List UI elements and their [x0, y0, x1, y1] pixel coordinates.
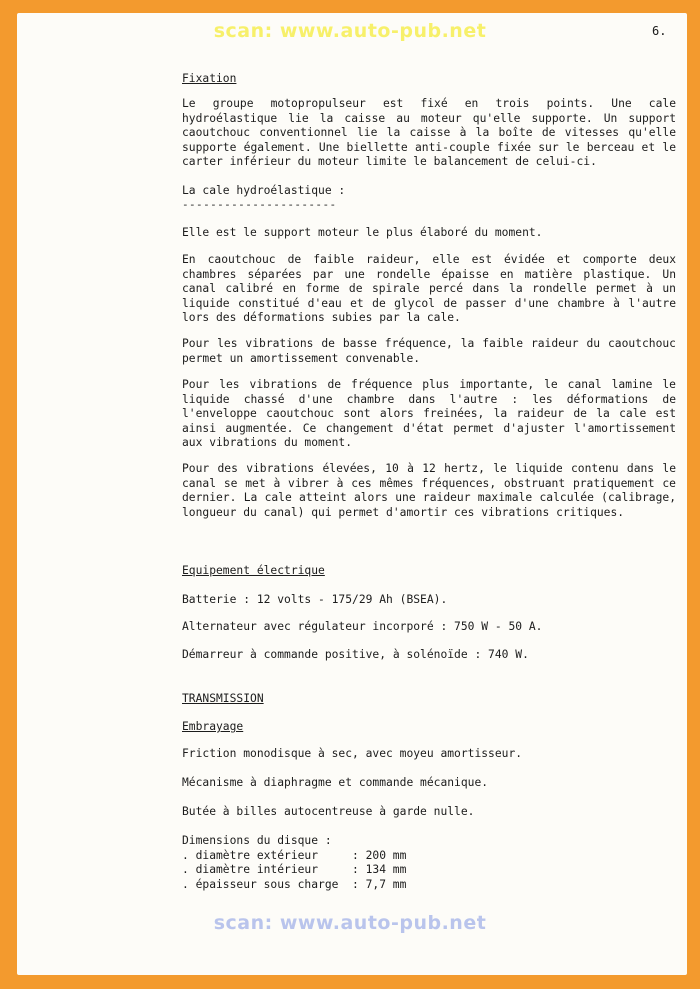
- dims-label: . épaisseur sous charge: [182, 877, 339, 891]
- cale-paragraph-5: Pour des vibrations élevées, 10 à 12 hertz, le liquide contenu dans le canal se met à vibrer à ces mêmes fréquences, obstruant pratiquement ce dernier. La cale atteint alors une raideur maximale calculée (calibrage, longueur du canal) qui permet d'amortir ces vibrations critiques.: [182, 462, 676, 519]
- cale-paragraph-4: Pour les vibrations de fréquence plus importante, le canal lamine le liquide chassé d'une chambre dans l'autre : les déformations de l'enveloppe caoutchouc sont alors freinées, la raideur de la cale est ainsi augmentée. Ce changement d'état permet d'ajuster l'amortissement aux vibrations du moment.: [182, 378, 676, 450]
- dims-value: : 7,7 mm: [352, 877, 407, 891]
- demarreur-line: Démarreur à commande positive, à solénoïde : 740 W.: [182, 648, 529, 661]
- cale-heading-rule: ----------------------: [182, 198, 337, 211]
- dims-label: . diamètre intérieur: [182, 863, 319, 877]
- fixation-paragraph: Le groupe motopropulseur est fixé en trois points. Une cale hydroélastique lie la caisse au moteur qu'elle supporte. Un support caoutchouc conventionnel lie la caisse à la boîte de vitesses qu'elle supporte également. Une biellette anti-couple fixée sur le berceau et le carter inférieur du moteur limite le balancement de celui-ci.: [182, 97, 676, 169]
- dims-label: . diamètre extérieur: [182, 848, 319, 862]
- dims-row: [182, 849, 406, 864]
- dims-row: [182, 878, 406, 893]
- watermark-top: scan: www.auto-pub.net: [213, 20, 487, 42]
- disc-dimensions: [182, 834, 406, 892]
- watermark-bottom: scan: www.auto-pub.net: [213, 912, 487, 934]
- cale-heading: La cale hydroélastique :: [182, 184, 346, 197]
- dims-row: [182, 863, 406, 878]
- mecanisme-line: Mécanisme à diaphragme et commande mécanique.: [182, 776, 489, 789]
- fixation-heading: Fixation: [182, 72, 237, 85]
- embrayage-heading: Embrayage: [182, 720, 244, 733]
- dims-value: : 200 mm: [352, 848, 407, 862]
- dims-title: Dimensions du disque :: [182, 834, 332, 847]
- batterie-line: Batterie : 12 volts - 175/29 Ah (BSEA).: [182, 593, 448, 606]
- friction-line: Friction monodisque à sec, avec moyeu amortisseur.: [182, 747, 523, 760]
- alternateur-line: Alternateur avec régulateur incorporé : 750 W - 50 A.: [182, 620, 543, 633]
- dims-value: : 134 mm: [352, 863, 407, 877]
- cale-paragraph-1: Elle est le support moteur le plus élaboré du moment.: [182, 226, 543, 239]
- page-number: 6.: [652, 24, 667, 38]
- transmission-heading: TRANSMISSION: [182, 692, 264, 705]
- cale-paragraph-2: En caoutchouc de faible raideur, elle est évidée et comporte deux chambres séparées par une rondelle épaisse en matière plastique. Un canal calibré en forme de spirale percé dans la rondelle permet à un liquide constitué d'eau et de glycol de passer d'une chambre à l'autre lors des déformations subies par la cale.: [182, 253, 676, 325]
- butee-line: Butée à billes autocentreuse à garde nulle.: [182, 805, 475, 818]
- electrique-heading: Equipement électrique: [182, 564, 325, 577]
- cale-paragraph-3: Pour les vibrations de basse fréquence, la faible raideur du caoutchouc permet un amortissement convenable.: [182, 337, 676, 365]
